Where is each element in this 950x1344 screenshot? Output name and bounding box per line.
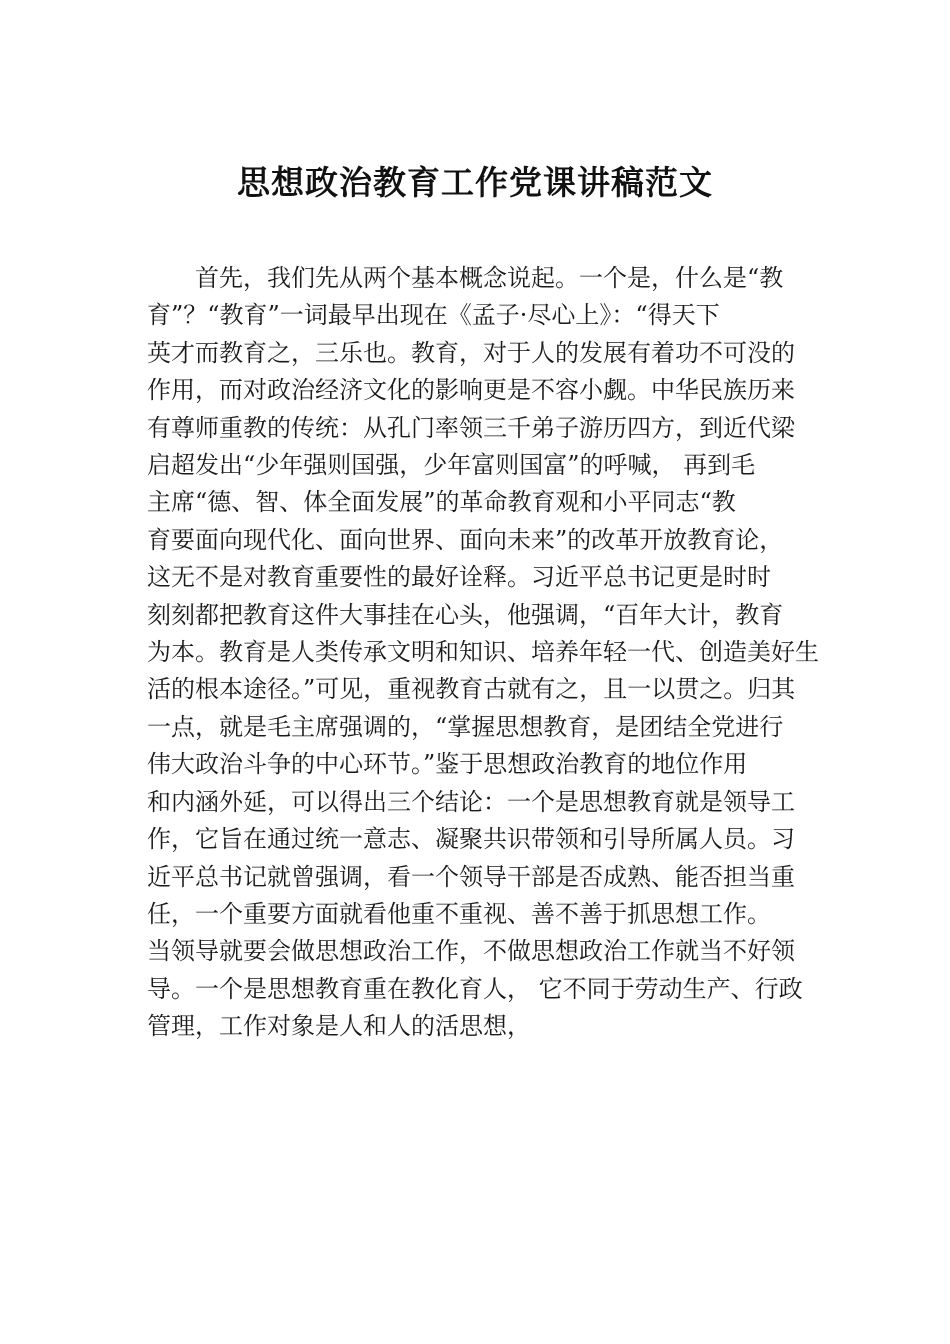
body-paragraph (147, 260, 822, 1046)
paragraph-line: 刻刻都把教育这件大事挂在心头，他强调，“百年大计，教育 (147, 600, 784, 629)
paragraph-line: 育要面向现代化、面向世界、面向未来”的改革开放教育论， (147, 525, 784, 554)
paragraph-line: 活的根本途径。”可见，重视教育古就有之，且一以贯之。归其 (147, 675, 796, 704)
paragraph-line: 这无不是对教育重要性的最好诠释。习近平总书记更是时时 (147, 563, 771, 592)
paragraph-line: 一点，就是毛主席强调的，“掌握思想教育，是团结全党进行 (147, 712, 784, 741)
paragraph-line: 英才而教育之，三乐也。教育，对于人的发展有着功不可没的 (147, 338, 795, 367)
paragraph-line: 管理，工作对象是人和人的活思想， (147, 1012, 531, 1041)
paragraph-line: 育”？“教育”一词最早出现在《孟子·尽心上》：“得天下 (147, 301, 720, 330)
paragraph-line: 主席“德、智、体全面发展”的革命教育观和小平同志“教 (147, 488, 736, 517)
paragraph-line: 为本。教育是人类传承文明和知识、培养年轻一代、创造美好生 (147, 638, 819, 667)
paragraph-line: 任，一个重要方面就看他重不重视、善不善于抓思想工作。 (147, 899, 771, 928)
paragraph-line: 近平总书记就曾强调，看一个领导干部是否成熟、能否担当重 (147, 862, 795, 891)
paragraph-line: 伟大政治斗争的中心环节。”鉴于思想政治教育的地位作用 (147, 750, 748, 779)
paragraph-line: 启超发出“少年强则国强，少年富则国富”的呼喊， 再到毛 (147, 451, 756, 480)
paragraph-line: 首先，我们先从两个基本概念说起。一个是，什么是“教 (147, 264, 784, 292)
paragraph-line: 作，它旨在通过统一意志、凝聚共识带领和引导所属人员。习 (147, 825, 795, 854)
paragraph-line: 有尊师重教的传统：从孔门率领三千弟子游历四方，到近代梁 (147, 413, 795, 442)
paragraph-line: 当领导就要会做思想政治工作，不做思想政治工作就当不好领 (147, 937, 795, 966)
document-title: 思想政治教育工作党课讲稿范文 (237, 163, 713, 202)
paragraph-line: 和内涵外延，可以得出三个结论：一个是思想教育就是领导工 (147, 787, 795, 816)
paragraph-line: 导。一个是思想教育重在教化育人， 它不同于劳动生产、行政 (147, 974, 803, 1003)
paragraph-line: 作用，而对政治经济文化的影响更是不容小觑。中华民族历来 (147, 376, 795, 405)
